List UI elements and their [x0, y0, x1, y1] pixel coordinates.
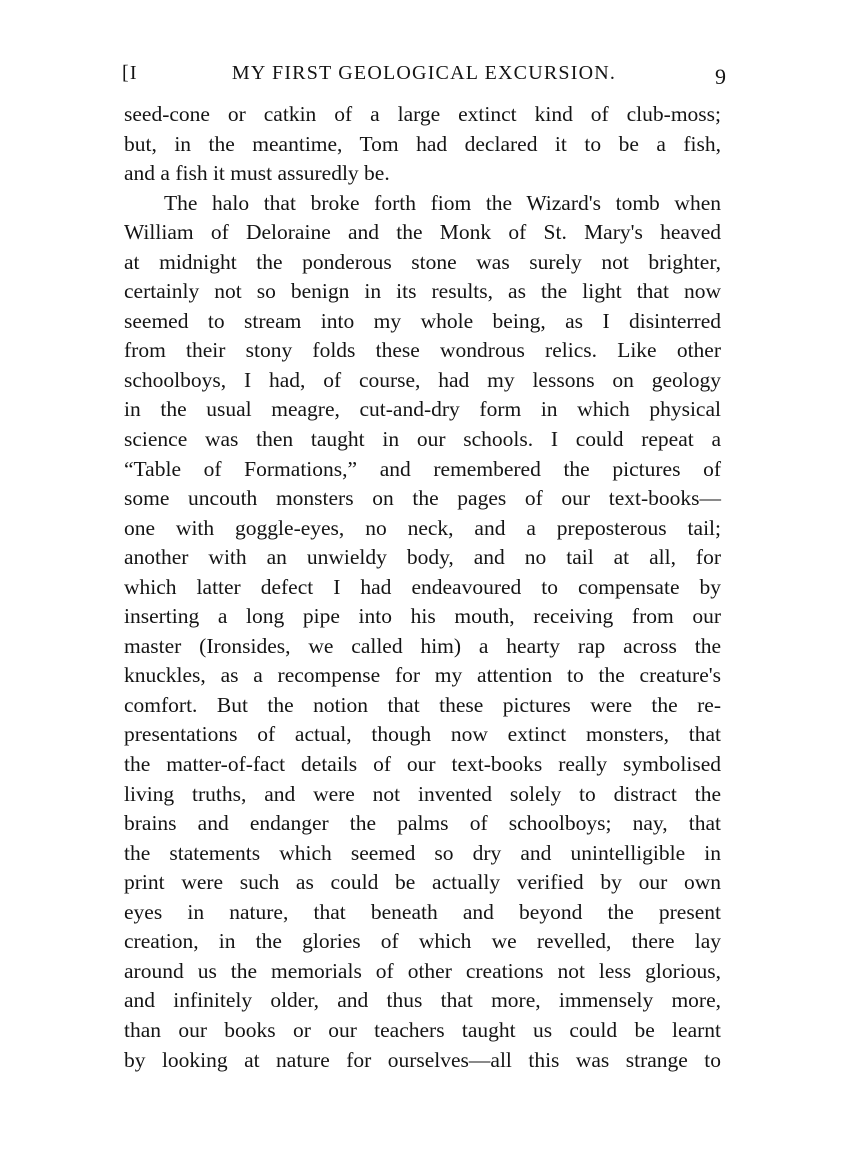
text-line: living truths, and were not invented solely to distract the	[124, 781, 721, 806]
text-line: and infinitely older, and thus that more, immensely more,	[124, 988, 721, 1013]
text-line: but, in the meantime, Tom had declared it to be a fish,	[124, 131, 721, 156]
running-header	[122, 62, 726, 92]
text-line: another with an unwieldy body, and no tail at all, for	[124, 545, 721, 570]
text-line: “Table of Formations,” and remembered the pictures of	[124, 456, 721, 481]
text-line: William of Deloraine and the Monk of St. Mary's heaved	[124, 220, 721, 245]
text-line: presentations of actual, though now extinct monsters, that	[124, 722, 721, 747]
text-line: knuckles, as a recompense for my attention to the creature's	[124, 663, 721, 688]
text-line: and a fish it must assuredly be.	[124, 161, 390, 186]
text-line: one with goggle-eyes, no neck, and a preposterous tail;	[124, 515, 721, 540]
text-line: science was then taught in our schools. I could repeat a	[124, 427, 721, 452]
text-line: the statements which seemed so dry and unintelligible in	[124, 840, 721, 865]
running-title: MY FIRST GEOLOGICAL EXCURSION.	[231, 62, 617, 84]
text-line: seemed to stream into my whole being, as I disinterred	[124, 308, 721, 333]
text-line: the matter-of-fact details of our text-books really symbolised	[124, 752, 721, 777]
section-mark: [I	[122, 62, 138, 84]
text-line: comfort. But the notion that these pictures were the re-	[124, 692, 721, 717]
text-line: seed-cone or catkin of a large extinct kind of club-moss;	[124, 102, 721, 126]
text-line: master (Ironsides, we called him) a hearty rap across the	[124, 633, 721, 658]
text-line: which latter defect I had endeavoured to compensate by	[124, 574, 721, 599]
body-text	[124, 100, 721, 1075]
text-line: in the usual meagre, cut-and-dry form in which physical	[124, 397, 721, 422]
text-line: certainly not so benign in its results, as the light that now	[124, 279, 721, 304]
text-line: brains and endanger the palms of schoolboys; nay, that	[124, 811, 721, 836]
text-line: by looking at nature for ourselves—all this was strange to	[124, 1047, 721, 1072]
text-line: print were such as could be actually verified by our own	[124, 870, 721, 895]
text-line: from their stony folds these wondrous relics. Like other	[124, 338, 721, 363]
text-line: The halo that broke forth fiom the Wizard's tomb when	[164, 190, 721, 215]
text-line: schoolboys, I had, of course, had my lessons on geology	[124, 367, 721, 392]
page-number: 9	[715, 64, 726, 89]
text-line: some uncouth monsters on the pages of our text-books—	[124, 486, 721, 511]
text-line: at midnight the ponderous stone was surely not brighter,	[124, 249, 721, 274]
text-line: eyes in nature, that beneath and beyond the present	[124, 899, 721, 924]
text-line: than our books or our teachers taught us could be learnt	[124, 1017, 721, 1042]
text-line: creation, in the glories of which we revelled, there lay	[124, 929, 721, 954]
text-line: around us the memorials of other creations not less glorious,	[124, 958, 721, 983]
text-line: inserting a long pipe into his mouth, receiving from our	[124, 604, 721, 629]
